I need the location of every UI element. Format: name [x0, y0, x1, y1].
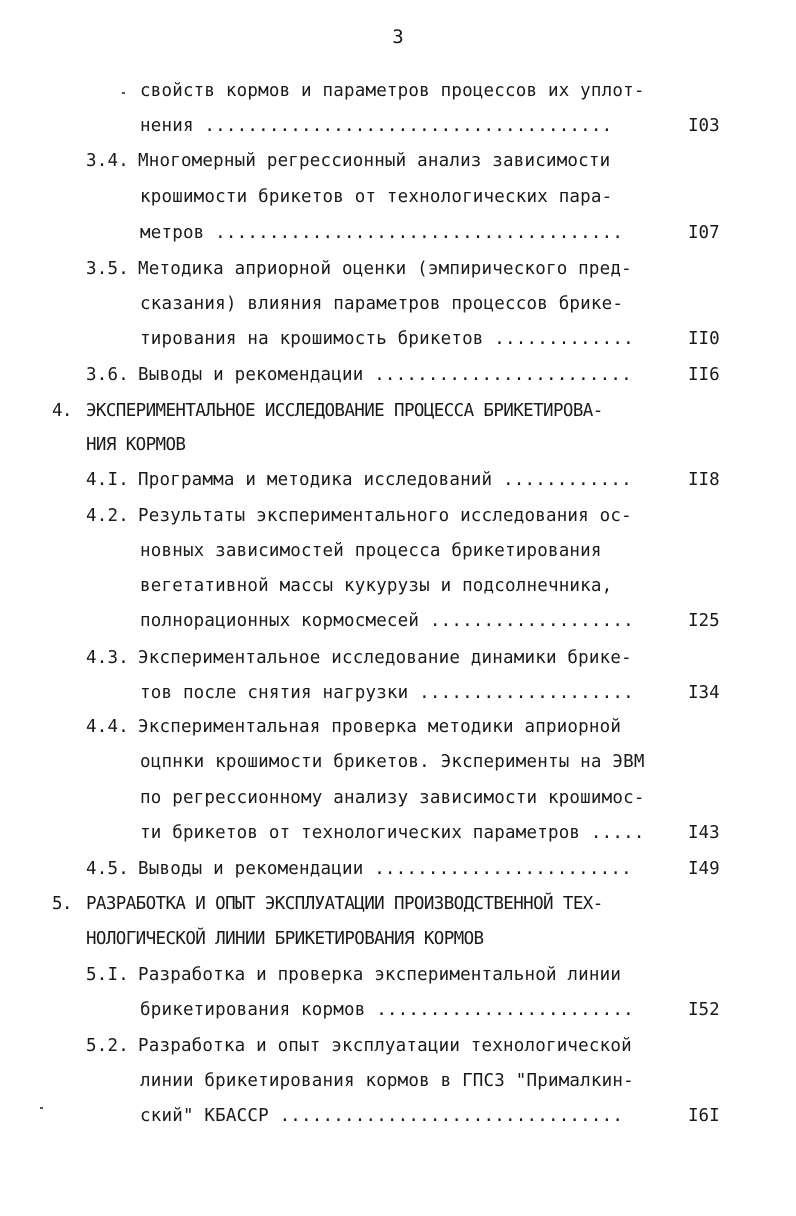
toc-page-ref: I52: [688, 1000, 720, 1020]
toc-entry-line: нения ......................................: [140, 116, 613, 136]
toc-page-ref: II0: [688, 329, 720, 349]
toc-page-ref: I03: [688, 116, 720, 136]
toc-entry-3-6: [86, 360, 632, 390]
toc-entry-line: Выводы и рекомендации ........................: [138, 859, 632, 879]
toc-entry-line: Результаты экспериментального исследования ос-: [138, 506, 632, 526]
toc-page-ref: I34: [688, 683, 720, 703]
toc-section-number: 3.5.: [86, 259, 129, 279]
toc-chapter-title: ЭКСПЕРИМЕНТАЛЬНОЕ ИССЛЕДОВАНИЕ ПРОЦЕССА БРИКЕТИРОВА-: [86, 401, 603, 421]
toc-page-ref: II8: [688, 470, 720, 490]
toc-entry-line: вегетативной массы кукурузы и подсолнечника,: [140, 576, 613, 596]
toc-entry-line: брикетирования кормов ........................: [140, 1000, 634, 1020]
toc-page-ref: I25: [688, 611, 720, 631]
toc-entry-4-2: [86, 501, 632, 531]
toc-page-ref: II6: [688, 365, 720, 385]
toc-entry-line: Экспериментальная проверка методики априорной: [138, 717, 622, 737]
toc-section-number: 3.6.: [86, 365, 129, 385]
toc-page-ref: I43: [688, 823, 720, 843]
toc-entry-line: метров ......................................: [140, 223, 624, 243]
toc-entry-3-5: [86, 254, 632, 284]
toc-section-number: 4.3.: [86, 648, 129, 668]
toc-entry-line: по регрессионному анализу зависимости крошимос-: [140, 788, 645, 808]
toc-entry-line: Разработка и проверка экспериментальной линии: [138, 965, 622, 985]
toc-section-number: 5.I.: [86, 965, 129, 985]
toc-page-ref: I49: [688, 859, 720, 879]
toc-entry-line: Многомерный регрессионный анализ зависимости: [138, 151, 611, 171]
toc-entry-line: Экспериментальное исследование динамики брике-: [138, 648, 632, 668]
toc-entry-line: новных зависимостей процесса брикетирования: [140, 541, 602, 561]
toc-page-ref: I07: [688, 223, 720, 243]
toc-entry-4-5: [86, 854, 632, 884]
toc-entry-line: тов после снятия нагрузки ....................: [140, 683, 634, 703]
toc-entry-line: оцпнки крошимости брикетов. Эксперименты на ЭВМ: [140, 752, 645, 772]
toc-entry-line: сказания) влияния параметров процессов брике-: [140, 294, 624, 314]
toc-entry-line: ский" КБАССР ................................: [140, 1106, 624, 1126]
toc-entry-line: Выводы и рекомендации ........................: [138, 365, 632, 385]
toc-entry-5-1: [86, 960, 621, 990]
toc-chapter-number: 5.: [52, 894, 72, 914]
toc-chapter-title: РАЗРАБОТКА И ОПЫТ ЭКСПЛУАТАЦИИ ПРОИЗВОДСТВЕННОЙ ТЕХ-: [86, 894, 603, 914]
toc-entry-line: крошимости брикетов от технологических пара-: [140, 187, 613, 207]
toc-section-number: 4.I.: [86, 470, 129, 490]
toc-section-number: 4.4.: [86, 717, 129, 737]
toc-section-number: 4.2.: [86, 506, 129, 526]
toc-entry-line: полнорационных кормосмесей ...................: [140, 611, 634, 631]
page-number: 3: [392, 26, 404, 48]
scan-speck: [122, 92, 125, 94]
toc-entry-line: свойств кормов и параметров процессов их уплот-: [140, 81, 645, 101]
toc-page-ref: I6I: [688, 1106, 720, 1126]
toc-entry-4-1: [86, 465, 632, 495]
toc-entry-line: линии брикетирования кормов в ГПСЗ "Прималкин-: [140, 1071, 634, 1091]
toc-entry-5-2: [86, 1031, 632, 1061]
scan-speck: [40, 1107, 43, 1109]
toc-section-number: 4.5.: [86, 859, 129, 879]
toc-chapter-title: НОЛОГИЧЕСКОЙ ЛИНИИ БРИКЕТИРОВАНИЯ КОРМОВ: [86, 929, 484, 949]
toc-entry-line: Программа и методика исследований ............: [138, 470, 632, 490]
toc-entry-line: Методика априорной оценки (эмпирического пред-: [138, 259, 632, 279]
toc-section-number: 3.4.: [86, 151, 129, 171]
toc-section-number: 5.2.: [86, 1036, 129, 1056]
toc-entry-3-4: [86, 146, 610, 176]
toc-entry-4-3: [86, 643, 632, 673]
toc-entry-line: Разработка и опыт эксплуатации технологической: [138, 1036, 632, 1056]
toc-chapter-title: НИЯ КОРМОВ: [86, 435, 186, 455]
toc-entry-line: тирования на крошимость брикетов .............: [140, 329, 634, 349]
toc-entry-4-4: [86, 712, 621, 742]
toc-entry-line: ти брикетов от технологических параметров .....: [140, 823, 645, 843]
toc-chapter-5: [52, 889, 603, 919]
toc-chapter-4: [52, 396, 603, 426]
toc-chapter-number: 4.: [52, 401, 72, 421]
